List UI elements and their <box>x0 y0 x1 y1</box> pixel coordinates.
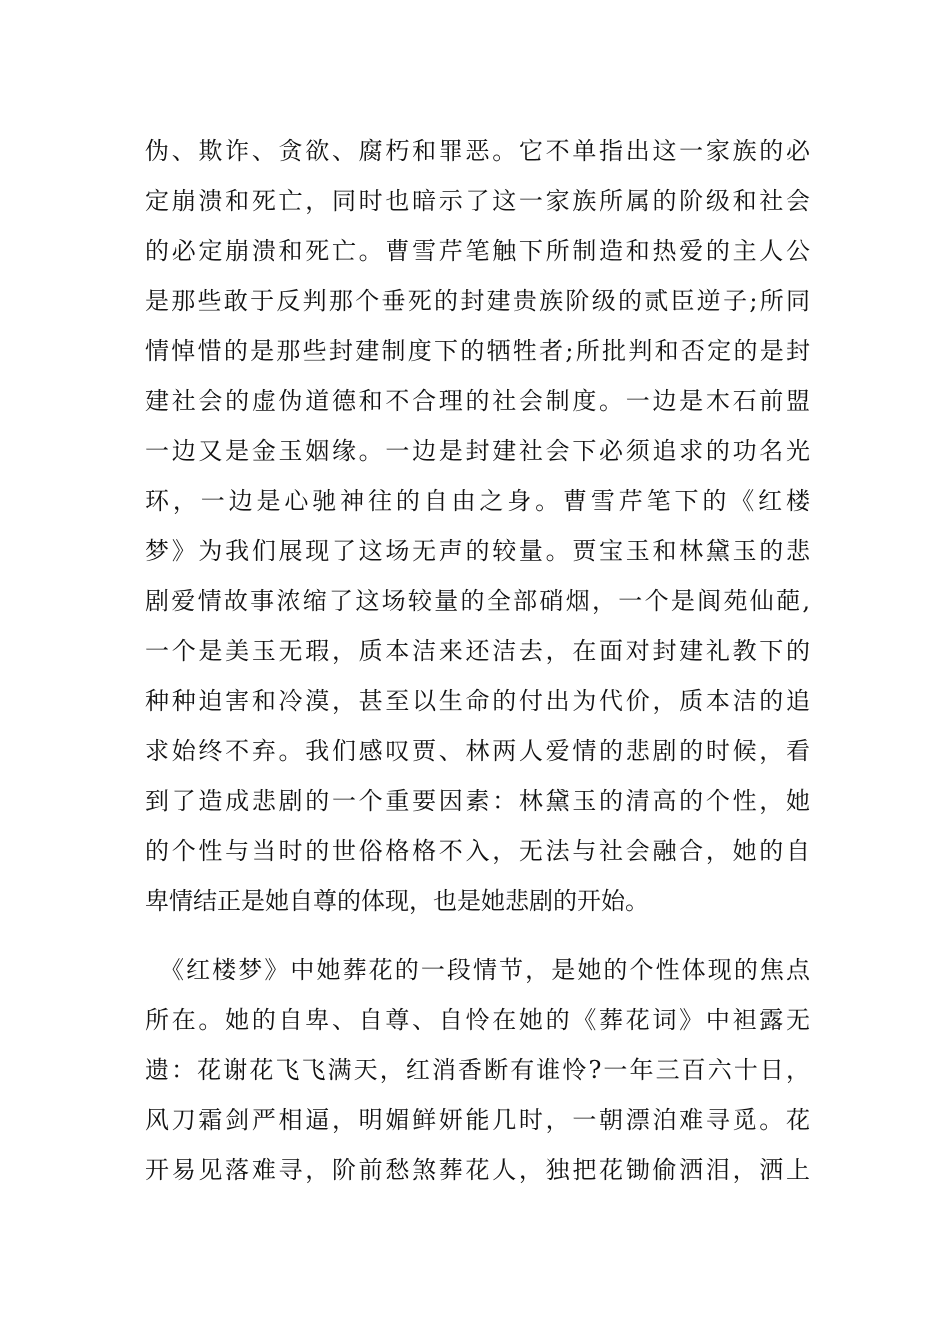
text-line: 种种迫害和冷漠，甚至以生命的付出为代价，质本洁的追 <box>145 687 810 715</box>
text-line: 是那些敢于反判那个垂死的封建贵族阶级的贰臣逆子;所同 <box>145 287 810 315</box>
text-line: 《红楼梦》中她葬花的一段情节，是她的个性体现的焦点 <box>160 956 810 984</box>
text-line: 遗：花谢花飞飞满天，红消香断有谁怜?一年三百六十日， <box>145 1056 810 1084</box>
text-line: 梦》为我们展现了这场无声的较量。贾宝玉和林黛玉的悲 <box>145 537 810 565</box>
text-line: 一边又是金玉姻缘。一边是封建社会下必须追求的功名光 <box>145 437 810 465</box>
text-line: 建社会的虚伪道德和不合理的社会制度。一边是木石前盟 <box>145 387 810 415</box>
text-line: 卑情结正是她自尊的体现，也是她悲剧的开始。 <box>145 887 649 915</box>
text-line: 的必定崩溃和死亡。曹雪芹笔触下所制造和热爱的主人公 <box>145 237 810 265</box>
text-line: 定崩溃和死亡，同时也暗示了这一家族所属的阶级和社会 <box>145 187 810 215</box>
text-line: 伪、欺诈、贪欲、腐朽和罪恶。它不单指出这一家族的必 <box>145 137 810 165</box>
text-line: 一个是美玉无瑕，质本洁来还洁去，在面对封建礼教下的 <box>145 637 810 665</box>
text-line: 开易见落难寻，阶前愁煞葬花人，独把花锄偷洒泪，洒上 <box>145 1156 810 1184</box>
text-line: 的个性与当时的世俗格格不入，无法与社会融合，她的自 <box>145 837 810 865</box>
text-line: 到了造成悲剧的一个重要因素：林黛玉的清高的个性，她 <box>145 787 810 815</box>
text-line: 环，一边是心驰神往的自由之身。曹雪芹笔下的《红楼 <box>145 487 810 515</box>
text-line: 情悼惜的是那些封建制度下的牺牲者;所批判和否定的是封 <box>145 337 810 365</box>
text-line: 所在。她的自卑、自尊、自怜在她的《葬花词》中袒露无 <box>145 1006 810 1034</box>
text-line: 剧爱情故事浓缩了这场较量的全部硝烟，一个是阆苑仙葩, <box>145 587 810 615</box>
text-line: 风刀霜剑严相逼，明媚鲜妍能几时，一朝漂泊难寻觅。花 <box>145 1106 810 1134</box>
paragraph-2 <box>145 945 810 1195</box>
text-line: 求始终不弃。我们感叹贾、林两人爱情的悲剧的时候，看 <box>145 737 810 765</box>
paragraph-1 <box>145 126 810 926</box>
